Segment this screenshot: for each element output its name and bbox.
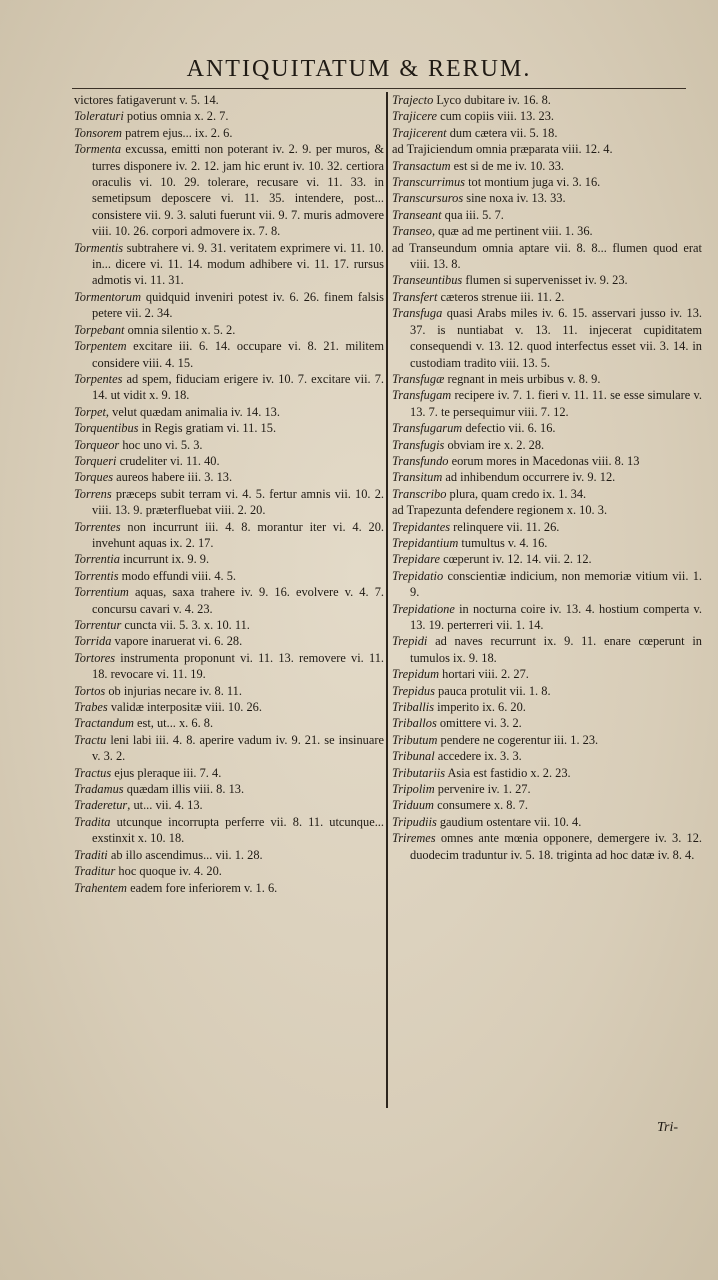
entry-text: in Regis gratiam vi. 11. 15. [138, 421, 277, 436]
index-entry [74, 92, 384, 108]
entry-headword: Torpet [74, 404, 106, 419]
entry-headword: Transfugam [392, 388, 452, 403]
entry-text: ad naves recurrunt ix. 9. 11. enare cœperunt in tumulos ix. 9. 18. [410, 634, 702, 665]
entry-text: eadem fore inferiorem v. 1. 6. [127, 880, 278, 895]
entry-text: cum copiis viii. 13. 23. [436, 109, 554, 124]
entry-headword: Trepidatione [392, 601, 455, 616]
entry-headword: Tripolim [392, 782, 435, 797]
entry-headword: Transfugis [392, 437, 445, 452]
entry-headword: Torqueri [74, 453, 117, 468]
entry-text: gaudium ostentare vii. 10. 4. [436, 814, 582, 829]
index-entry [392, 699, 702, 715]
entry-headword: Torpentem [74, 339, 127, 354]
entry-text: ob injurias necare iv. 8. 11. [105, 683, 242, 698]
index-entry [74, 781, 384, 797]
index-entry [74, 289, 384, 322]
entry-headword: Torques [74, 470, 114, 485]
index-entry [74, 880, 384, 896]
index-entry [392, 223, 702, 239]
entry-headword: Transeant [392, 207, 442, 222]
entry-headword: Transfugæ [392, 371, 445, 386]
entry-headword: Transfert [392, 289, 438, 304]
index-entry [74, 715, 384, 731]
entry-text: pervenire iv. 1. 27. [434, 782, 531, 797]
entry-text: pauca protulit vii. 1. 8. [434, 683, 551, 698]
index-entry [392, 781, 702, 797]
entry-headword: Trepidantes [392, 519, 451, 534]
entry-headword: Tortores [74, 650, 116, 665]
index-entry [392, 797, 702, 813]
index-entry [74, 371, 384, 404]
entry-headword: Trajicere [392, 109, 437, 124]
entry-text: ad spem, fiduciam erigere iv. 10. 7. excitare vii. 7. 14. ut vidit x. 9. 18. [92, 371, 384, 403]
entry-text: recipere iv. 7. 1. fieri v. 11. 11. se esse simulare v. 13. 7. te persequimur viii. 7. 12. [410, 388, 702, 419]
index-entry [392, 305, 702, 371]
entry-headword: Tonsorem [74, 125, 122, 140]
entry-text: excitare iii. 6. 14. occupare vi. 8. 21. militem considere viii. 4. 15. [92, 339, 384, 370]
entry-headword: Tradamus [74, 782, 124, 797]
entry-headword: Tractandum [74, 716, 134, 731]
entry-text: qua iii. 5. 7. [441, 207, 504, 222]
index-entry [392, 502, 702, 518]
index-entry [392, 683, 702, 699]
entry-headword: Tractu [74, 732, 107, 747]
index-entry [74, 568, 384, 584]
header-rule [72, 88, 686, 89]
entry-headword: Trepidare [392, 552, 440, 567]
entry-headword: Triremes [392, 831, 436, 846]
index-entry [392, 551, 702, 567]
entry-text: , velut quædam animalia iv. 14. 13. [105, 404, 280, 419]
entry-headword: Transactum [392, 158, 451, 173]
entry-headword: Transitum [392, 470, 443, 485]
entry-text: crudeliter vi. 11. 40. [116, 453, 220, 468]
entry-headword: Transeo [392, 224, 432, 239]
entry-headword: Tripudiis [392, 814, 437, 829]
index-entry [74, 584, 384, 617]
entry-headword: Tribunal [392, 749, 435, 764]
entry-headword: Tormentorum [74, 289, 142, 304]
index-entry [74, 683, 384, 699]
index-entry [74, 437, 384, 453]
entry-text: Lyco dubitare iv. 16. 8. [433, 93, 551, 107]
index-entry [74, 240, 384, 289]
index-entry [74, 765, 384, 781]
entry-text: quasi Arabs miles iv. 6. 15. asservari jusso iv. 13. 37. is nuntiabat v. 13. 11. injecerat cupiditatem consequendi v. 13. 12. quod interfectus esset vii. 3. 14. in custodiam tradito viii. 13. 5. [410, 306, 702, 370]
entry-headword: Transeuntibus [392, 273, 463, 288]
entry-text: , ut... vii. 4. 13. [127, 798, 203, 813]
index-entry [74, 732, 384, 765]
index-entry [74, 141, 384, 239]
index-entry [392, 158, 702, 174]
entry-text: omnia silentio x. 5. 2. [124, 322, 236, 337]
entry-headword: Trepidantium [392, 535, 459, 550]
entry-headword: Torrentes [74, 519, 121, 534]
entry-text: cœperunt iv. 12. 14. vii. 2. 12. [439, 552, 592, 567]
index-entry [74, 814, 384, 847]
entry-text: quidquid inveniri potest iv. 6. 26. finem falsis petere vii. 2. 34. [92, 289, 384, 321]
entry-text: ejus pleraque iii. 7. 4. [111, 765, 222, 780]
entry-text: flumen si supervenisset iv. 9. 23. [462, 273, 628, 288]
entry-text: non incurrunt iii. 4. 8. morantur iter vi. 4. 20. invehunt aquas ix. 2. 17. [92, 519, 384, 550]
entry-text: cæteros strenue iii. 11. 2. [437, 289, 565, 304]
entry-headword: Torrentur [74, 618, 122, 632]
column-divider [386, 92, 388, 1108]
index-entry [392, 814, 702, 830]
entry-headword: Transfugarum [392, 421, 463, 436]
entry-text: Asia est fastidio x. 2. 23. [445, 765, 571, 780]
index-entry [392, 469, 702, 485]
entry-headword: Torrens [74, 486, 112, 501]
entry-text: eorum mores in Macedonas viii. 8. 13 [448, 453, 640, 468]
entry-text: pendere ne cogerentur iii. 1. 23. [437, 732, 599, 747]
entry-text: ad Trapezunta defendere regionem x. 10. 3. [392, 503, 608, 518]
entry-headword: Torrentis [74, 568, 119, 583]
index-entry [392, 765, 702, 781]
entry-text: sine noxa iv. 13. 33. [463, 191, 566, 206]
entry-text: conscientiæ indicium, non memoriæ vitium vii. 1. 9. [410, 568, 702, 600]
entry-text: tumultus v. 4. 16. [458, 535, 548, 550]
entry-text: tot montium juga vi. 3. 16. [465, 175, 601, 190]
entry-text: subtrahere vi. 9. 31. veritatem exprimere vi. 11. 10. in... dicere vi. 11. 14. modum adhibere vi. 11. 17. rursus admotis vi. 11. 31. [92, 240, 384, 288]
index-entry [74, 617, 384, 633]
index-entry [74, 404, 384, 420]
entry-headword: Tractus [74, 765, 112, 780]
entry-headword: Transcribo [392, 486, 447, 501]
index-entry [392, 830, 702, 863]
index-entry [74, 338, 384, 371]
entry-text: instrumenta proponunt vi. 11. 13. removere vi. 11. 18. revocare vi. 11. 19. [92, 650, 384, 682]
entry-headword: Torquentibus [74, 421, 139, 436]
entry-headword: Torpentes [74, 371, 123, 386]
entry-text: omittere vi. 3. 2. [436, 716, 522, 731]
index-entry [74, 699, 384, 715]
entry-text: utcunque incorrupta perferre vii. 8. 11. utcunque... exstinxit x. 10. 18. [92, 814, 384, 846]
entry-text: quædam illis viii. 8. 13. [123, 782, 245, 797]
index-entry [74, 486, 384, 519]
entry-text: aureos habere iii. 3. 13. [113, 470, 233, 485]
index-entry [74, 453, 384, 469]
index-entry [392, 748, 702, 764]
index-entry [392, 601, 702, 634]
index-entry [392, 272, 702, 288]
entry-headword: Trahentem [74, 880, 128, 895]
entry-headword: Tributum [392, 732, 438, 747]
entry-headword: Transcursuros [392, 191, 464, 206]
index-entry [392, 715, 702, 731]
entry-headword: Tormentis [74, 240, 124, 255]
entry-headword: Trajecto [392, 93, 434, 107]
index-entry [74, 650, 384, 683]
running-head: ANTIQUITATUM & RERUM. [186, 56, 532, 82]
entry-headword: Torrentia [74, 552, 120, 567]
index-entry [392, 125, 702, 141]
index-entry [392, 92, 702, 108]
entry-text: omnes ante mœnia opponere, demergere iv. 3. 12. duodecim traduntur iv. 5. 18. triginta ad hoc datæ iv. 8. 4. [410, 831, 702, 862]
index-entry [74, 633, 384, 649]
entry-text: imperito ix. 6. 20. [434, 700, 526, 715]
entry-text: ad inhibendum occurrere iv. 9. 12. [442, 470, 616, 485]
entry-text: ad Trajiciendum omnia præparata viii. 12. 4. [392, 142, 613, 157]
entry-headword: Triballos [392, 716, 437, 731]
entry-headword: Traderetur [74, 798, 128, 813]
index-entry [74, 108, 384, 124]
entry-headword: Trepidatio [392, 568, 444, 583]
entry-text: accedere ix. 3. 3. [434, 749, 522, 764]
entry-text: dum cætera vii. 5. 18. [446, 125, 558, 140]
entry-text: relinquere vii. 11. 26. [450, 519, 560, 534]
index-entry [392, 108, 702, 124]
index-entry [392, 420, 702, 436]
catchword: Tri- [656, 1120, 678, 1135]
index-entry [74, 551, 384, 567]
index-entry [392, 633, 702, 666]
index-entry [392, 666, 702, 682]
entry-headword: Trajicerent [392, 125, 447, 140]
entry-text: hoc quoque iv. 4. 20. [115, 864, 222, 879]
entry-text: ab illo ascendimus... vii. 1. 28. [107, 847, 263, 862]
entry-text: regnant in meis urbibus v. 8. 9. [444, 371, 601, 386]
index-entry [392, 240, 702, 273]
index-entry [74, 519, 384, 552]
index-entry [392, 486, 702, 502]
entry-text: hortari viii. 2. 27. [439, 667, 529, 682]
index-entry [392, 732, 702, 748]
index-entry [392, 207, 702, 223]
index-entry [392, 453, 702, 469]
entry-text: , quæ ad me pertinent viii. 1. 36. [431, 224, 593, 239]
entry-text: potius omnia x. 2. 7. [123, 109, 229, 124]
entry-text: ad Transeundum omnia aptare vii. 8. 8... flumen quod erat viii. 13. 8. [392, 240, 702, 272]
index-entry [74, 847, 384, 863]
entry-headword: Torrentium [74, 585, 129, 600]
entry-text: hoc uno vi. 5. 3. [119, 437, 203, 452]
entry-text: leni labi iii. 4. 8. aperire vadum iv. 9. 21. se insinuare v. 3. 2. [92, 732, 384, 764]
entry-text: aquas, saxa trahere iv. 9. 16. evolvere v. 4. 7. concursu cavari v. 4. 23. [92, 585, 384, 616]
entry-text: patrem ejus... ix. 2. 6. [121, 125, 233, 140]
entry-headword: Tributariis [392, 765, 446, 780]
entry-text: modo effundi viii. 4. 5. [118, 568, 237, 583]
entry-text: incurrunt ix. 9. 9. [119, 552, 210, 567]
index-entry [392, 371, 702, 387]
entry-text: in nocturna coire iv. 13. 4. hostium comperta v. 13. 19. perterreri vii. 1. 14. [410, 601, 702, 632]
entry-headword: Torqueor [74, 437, 120, 452]
entry-headword: Trepidus [392, 683, 435, 698]
index-entry [74, 420, 384, 436]
index-entry [392, 519, 702, 535]
entry-headword: Traditi [74, 847, 108, 862]
index-entry [392, 289, 702, 305]
entry-headword: Toleraturi [74, 109, 124, 124]
entry-headword: Trabes [74, 700, 108, 715]
entry-headword: Tormenta [74, 142, 122, 157]
entry-headword: Traditur [74, 864, 116, 879]
index-entry [74, 469, 384, 485]
entry-headword: Trepidi [392, 634, 428, 649]
index-entry [74, 797, 384, 813]
entry-text: validæ interpositæ viii. 10. 26. [107, 700, 262, 715]
index-entry [74, 863, 384, 879]
entry-headword: Torpebant [74, 322, 125, 337]
entry-text: defectio vii. 6. 16. [462, 421, 556, 436]
entry-headword: Triballis [392, 700, 435, 715]
entry-headword: Tradita [74, 814, 111, 829]
entry-headword: Transfuga [392, 306, 443, 321]
entry-text: est si de me iv. 10. 33. [450, 158, 564, 173]
index-entry [392, 437, 702, 453]
entry-headword: Tortos [74, 683, 106, 698]
entry-text: præceps subit terram vi. 4. 5. fertur amnis vii. 10. 2. viii. 13. 9. præterfluebat viii. 2. 20. [92, 486, 384, 518]
index-column-right [392, 92, 702, 863]
entry-headword: Triduum [392, 798, 435, 813]
entry-headword: Transfundo [392, 453, 449, 468]
index-entry [392, 387, 702, 420]
index-entry [392, 141, 702, 157]
entry-headword: Torrida [74, 634, 112, 649]
entry-text: est, ut... x. 6. 8. [133, 716, 214, 731]
entry-text: cuncta vii. 5. 3. x. 10. 11. [121, 618, 250, 632]
index-entry [392, 568, 702, 601]
entry-text: consumere x. 8. 7. [434, 798, 528, 813]
entry-text: excussa, emitti non poterant iv. 2. 9. per muros, & turres disponere iv. 2. 12. jam hic erunt iv. 10. 32. certiora oraculis vi. 10. 29. tolerare, recusare vi. 11. 33. in semetipsum deposcere vi. 11. 35. intendere, post... consistere vii. 9. 3. saluti fuerunt vii. 9. 7. muris admovere viii. 10. 26. corpori admovere ix. 7. 8. [92, 142, 384, 239]
entry-headword: Trepidum [392, 667, 440, 682]
entry-text: obviam ire x. 2. 28. [444, 437, 545, 452]
index-entry [74, 322, 384, 338]
entry-text: vapore inaruerat vi. 6. 28. [111, 634, 243, 649]
entry-text: victores fatigaverunt v. 5. 14. [74, 93, 219, 107]
index-entry [392, 190, 702, 206]
entry-text: plura, quam credo ix. 1. 34. [446, 486, 587, 501]
index-column-left [74, 92, 384, 896]
index-entry [74, 125, 384, 141]
index-entry [392, 535, 702, 551]
entry-headword: Transcurrimus [392, 175, 465, 190]
index-entry [392, 174, 702, 190]
